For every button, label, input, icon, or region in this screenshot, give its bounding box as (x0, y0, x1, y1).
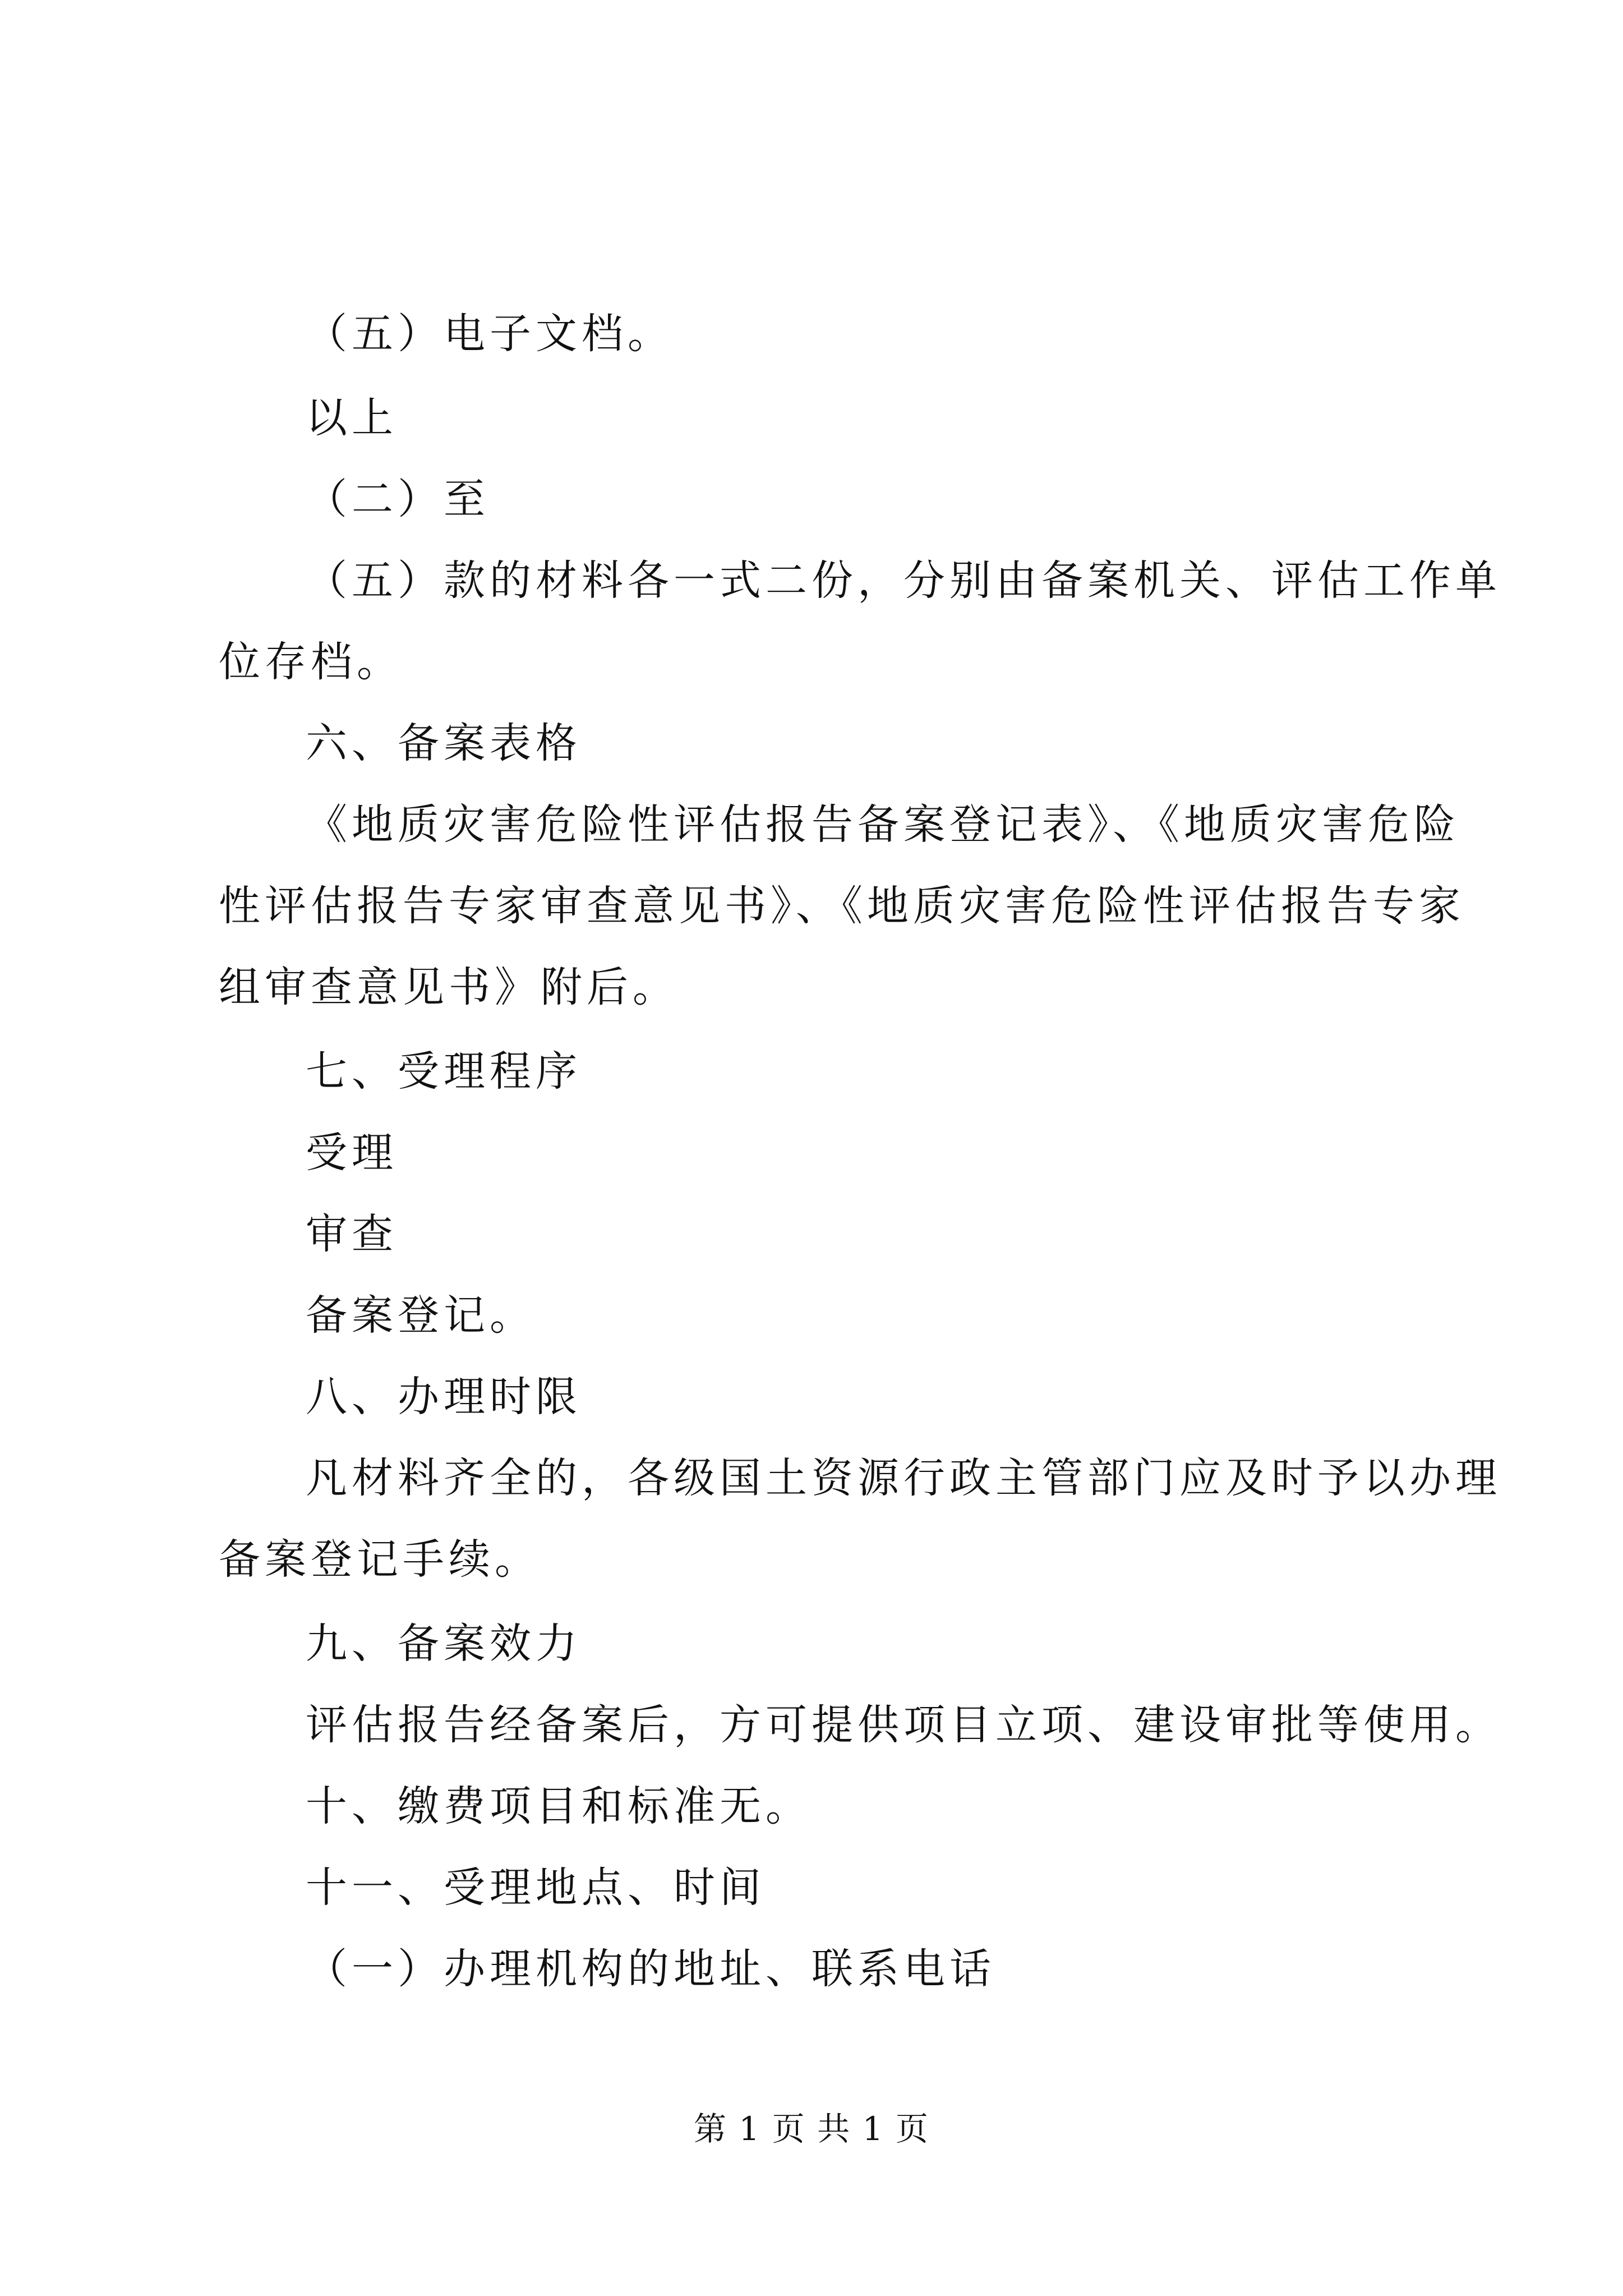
line-electronic-docs: （五）电子文档。 (306, 310, 674, 358)
line-archive: 位存档。 (219, 638, 403, 686)
line-effect: 评估报告经备案后，方可提供项目立项、建设审批等使用。 (306, 1701, 1501, 1749)
line-forms-3: 组审查意见书》附后。 (219, 963, 679, 1011)
line-office-address: （一）办理机构的地址、联系电话 (306, 1945, 995, 1993)
page-footer: 第 1 页 共 1 页 (694, 2110, 929, 2148)
line-materials-copies: （五）款的材料各一式二份，分别由备案机关、评估工作单 (306, 556, 1501, 605)
section-heading-time-limit: 八、办理时限 (306, 1373, 582, 1421)
section-heading-location-time: 十一、受理地点、时间 (306, 1864, 766, 1912)
section-heading-forms: 六、备案表格 (306, 719, 582, 767)
line-review: 审查 (306, 1210, 398, 1258)
section-heading-fees: 十、缴费项目和标准无。 (306, 1782, 811, 1830)
line-forms-2: 性评估报告专家审查意见书》、《地质灾害危险性评估报告专家 (219, 882, 1465, 930)
line-two-to: （二）至 (306, 475, 490, 523)
section-heading-effect: 九、备案效力 (306, 1619, 582, 1668)
line-forms-1: 《地质灾害危险性评估报告备案登记表》、《地质灾害危险 (306, 800, 1460, 849)
line-time-limit-2: 备案登记手续。 (219, 1535, 541, 1584)
line-record: 备案登记。 (306, 1291, 536, 1340)
line-time-limit-1: 凡材料齐全的，各级国土资源行政主管部门应及时予以办理 (306, 1454, 1501, 1502)
section-heading-procedure: 七、受理程序 (306, 1047, 582, 1096)
line-above: 以上 (306, 394, 398, 442)
line-accept: 受理 (306, 1129, 398, 1177)
